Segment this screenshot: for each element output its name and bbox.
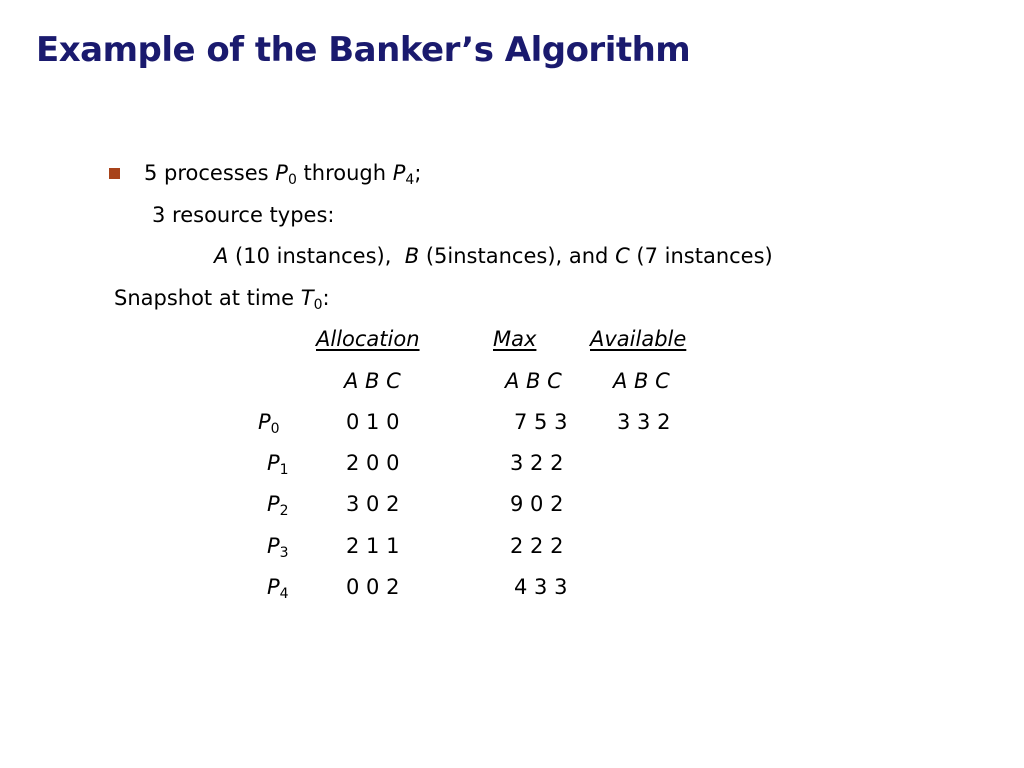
process-p4-sub: 4 [405, 172, 415, 188]
row-p4-sub: 4 [279, 586, 289, 602]
process-p4-letter: P [392, 161, 406, 185]
resource-b-text: (5instances), and [419, 244, 616, 268]
row-p4-allocation: 0 0 2 [346, 575, 400, 599]
row-p0-label [258, 410, 280, 437]
row-p3-label [267, 534, 289, 561]
row-p4-max: 4 3 3 [514, 575, 568, 599]
row-p2-allocation: 3 0 2 [346, 492, 400, 516]
row-p1-letter: P [267, 451, 280, 475]
row-p3-letter: P [267, 534, 280, 558]
resource-a: A [214, 244, 229, 268]
row-p0-allocation: 0 1 0 [346, 410, 400, 434]
processes-suffix: ; [414, 161, 422, 185]
resource-c: C [615, 244, 630, 268]
row-p3-allocation: 2 1 1 [346, 534, 400, 558]
processes-prefix: 5 processes [144, 161, 276, 185]
snapshot-line [114, 286, 330, 313]
bullet-marker [109, 168, 120, 179]
row-p3-sub: 3 [279, 545, 289, 561]
row-p0-available: 3 3 2 [617, 410, 671, 434]
intro-line-instances [214, 246, 773, 267]
subheader-available: A B C [613, 369, 670, 393]
resource-b: B [404, 244, 420, 268]
resource-c-text: (7 instances) [629, 244, 773, 268]
row-p1-label [267, 451, 289, 478]
process-p0-sub: 0 [287, 172, 297, 188]
row-p2-letter: P [267, 492, 280, 516]
snapshot-suffix: : [322, 286, 330, 310]
header-available: Available [590, 327, 687, 351]
slide-title: Example of the Banker’s Algorithm [36, 30, 691, 70]
through-text: through [296, 161, 393, 185]
header-max: Max [493, 327, 537, 351]
row-p2-sub: 2 [279, 503, 289, 519]
row-p0-letter: P [258, 410, 271, 434]
row-p2-label [267, 492, 289, 519]
resource-a-text: (10 instances), [228, 244, 405, 268]
subheader-max: A B C [505, 369, 562, 393]
intro-line-processes [144, 161, 422, 188]
row-p4-label [267, 575, 289, 602]
row-p1-allocation: 2 0 0 [346, 451, 400, 475]
row-p1-sub: 1 [279, 462, 289, 478]
row-p0-max: 7 5 3 [514, 410, 568, 434]
snapshot-prefix: Snapshot at time [114, 286, 301, 310]
snapshot-t: T [300, 286, 314, 310]
process-p0-letter: P [275, 161, 288, 185]
row-p3-max: 2 2 2 [510, 534, 564, 558]
row-p2-max: 9 0 2 [510, 492, 564, 516]
row-p1-max: 3 2 2 [510, 451, 564, 475]
snapshot-sub: 0 [313, 297, 323, 313]
row-p4-letter: P [267, 575, 280, 599]
intro-line-resource-types: 3 resource types: [152, 203, 335, 227]
subheader-allocation: A B C [344, 369, 401, 393]
row-p0-sub: 0 [270, 421, 280, 437]
header-allocation: Allocation [316, 327, 420, 351]
